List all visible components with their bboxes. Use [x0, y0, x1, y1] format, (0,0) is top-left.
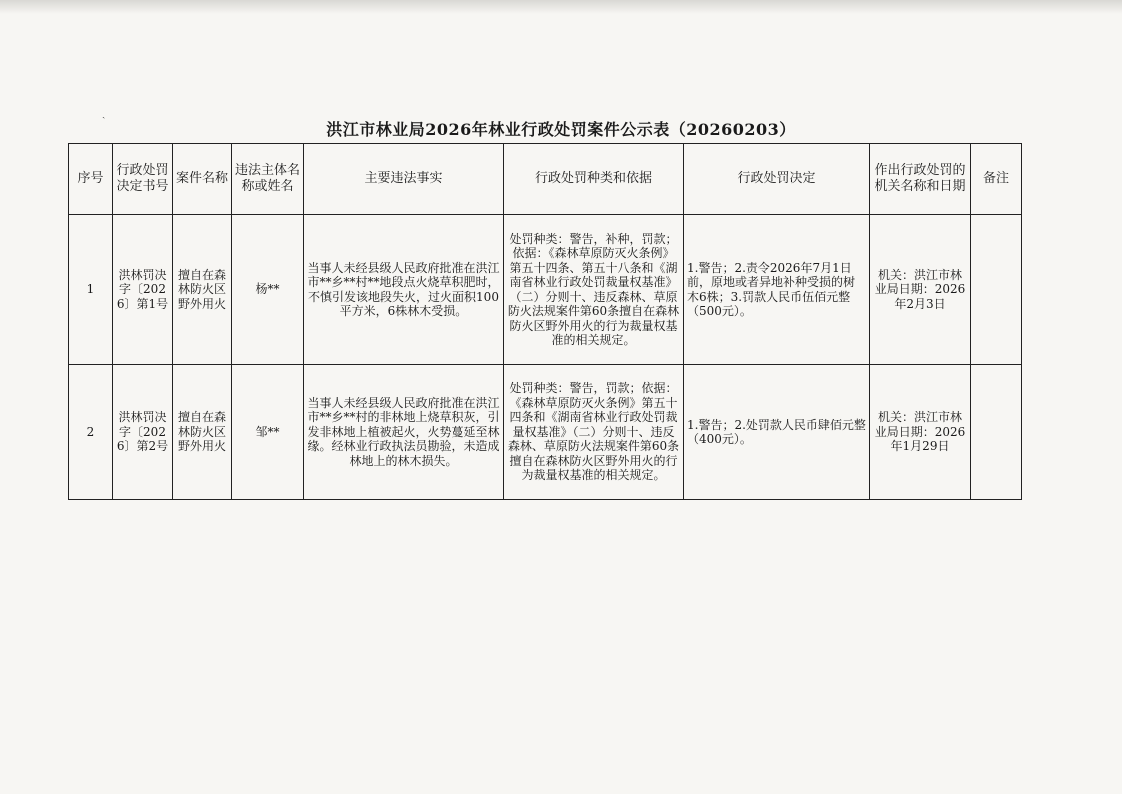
cell-seq: 1 — [69, 215, 113, 365]
cell-case-name: 擅自在森林防火区野外用火 — [173, 215, 232, 365]
cell-facts: 当事人未经县级人民政府批准在洪江市**乡**村**地段点火烧草积肥时，不慎引发该地段失火，过火面积100平方米，6株林木受损。 — [304, 215, 504, 365]
document-title: 洪江市林业局2026年林业行政处罚案件公示表（20260203） — [326, 120, 796, 139]
header-row — [69, 144, 1022, 215]
header-facts: 主要违法事实 — [304, 144, 504, 215]
scan-mark: ˎ — [102, 108, 106, 119]
cell-facts: 当事人未经县级人民政府批准在洪江市**乡**村的非林地上烧草积灰，引发非林地上植被起火，火势蔓延至林缘。经林业行政执法员勘验，未造成林地上的林木损失。 — [304, 365, 504, 500]
table-row — [69, 215, 1022, 365]
cell-doc-no: 洪林罚决字〔2026〕第1号 — [113, 215, 173, 365]
header-decision: 行政处罚决定 — [684, 144, 870, 215]
header-doc-no: 行政处罚决定书号 — [113, 144, 173, 215]
cell-authority: 机关：洪江市林业局日期：2026年1月29日 — [870, 365, 971, 500]
header-remark: 备注 — [971, 144, 1022, 215]
header-basis: 行政处罚种类和依据 — [504, 144, 684, 215]
cell-authority: 机关：洪江市林业局日期：2026年2月3日 — [870, 215, 971, 365]
table-row — [69, 365, 1022, 500]
cell-doc-no: 洪林罚决字〔2026〕第2号 — [113, 365, 173, 500]
header-party: 违法主体名称或姓名 — [232, 144, 304, 215]
cell-basis: 处罚种类：警告，补种，罚款；依据：《森林草原防灭火条例》第五十四条、第五十八条和《湖南省林业行政处罚裁量权基准》（二）分则十、违反森林、草原防火法规案件第60条擅自在森林防火区野外用火的行为裁量权基准的相关规定。 — [504, 215, 684, 365]
header-case-name: 案件名称 — [173, 144, 232, 215]
cell-seq: 2 — [69, 365, 113, 500]
cell-decision: 1.警告；2.责令2026年7月1日前，原地或者异地补种受损的树木6株；3.罚款人民币伍佰元整（500元）。 — [684, 215, 870, 365]
scan-edge — [0, 0, 1122, 14]
cell-party: 杨** — [232, 215, 304, 365]
cell-case-name: 擅自在森林防火区野外用火 — [173, 365, 232, 500]
penalty-table — [68, 143, 1022, 500]
header-authority: 作出行政处罚的机关名称和日期 — [870, 144, 971, 215]
cell-remark — [971, 365, 1022, 500]
cell-basis: 处罚种类：警告，罚款；依据：《森林草原防灭火条例》第五十四条和《湖南省林业行政处罚裁量权基准》（二）分则十、违反森林、草原防火法规案件第60条擅自在森林防火区野外用火的行为裁量权基准的相关规定。 — [504, 365, 684, 500]
cell-remark — [971, 215, 1022, 365]
cell-party: 邹** — [232, 365, 304, 500]
header-seq: 序号 — [69, 144, 113, 215]
cell-decision: 1.警告；2.处罚款人民币肆佰元整（400元）。 — [684, 365, 870, 500]
